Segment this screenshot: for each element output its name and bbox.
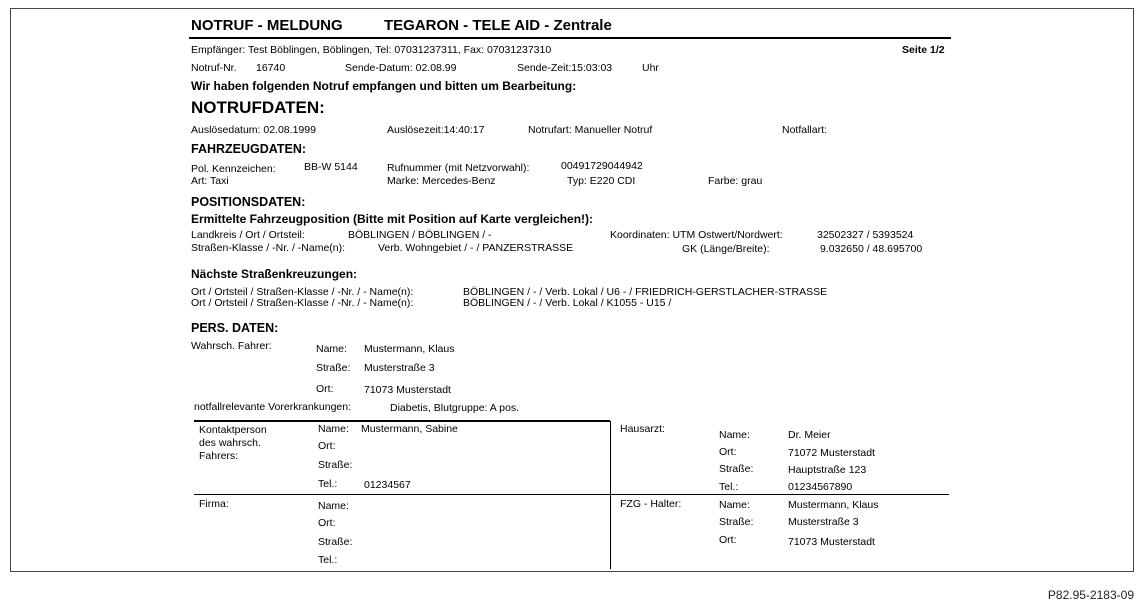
notrufart: Notrufart: Manueller Notruf: [528, 124, 653, 136]
firma-ort-label: Ort:: [318, 517, 336, 529]
positionsdaten-heading: POSITIONSDATEN:: [191, 195, 306, 209]
kreuzung-row-1: BÖBLINGEN / - / Verb. Lokal / U6 - / FRIEDRICH-GERSTLACHER-STRASSE: [463, 286, 828, 298]
table-divider-vertical: [610, 421, 611, 569]
halter-name: Mustermann, Klaus: [788, 499, 879, 511]
firma-strasse-label: Straße:: [318, 536, 353, 548]
kontakt-name: Mustermann, Sabine: [361, 423, 458, 435]
sende-zeit: Sende-Zeit:15:03:03: [517, 62, 613, 74]
fahrer-name: Mustermann, Klaus: [364, 343, 455, 355]
koordinaten-label: Koordinaten: UTM Ostwert/Nordwert:: [610, 229, 783, 241]
marke: Marke: Mercedes-Benz: [387, 175, 496, 187]
fahrer-ort-label: Ort:: [316, 383, 334, 395]
header-rule: [189, 37, 951, 39]
kontakt-tel: 01234567: [364, 479, 411, 491]
ausloesezeit: Auslösezeit:14:40:17: [387, 124, 485, 136]
farbe: Farbe: grau: [708, 175, 763, 187]
fahrer-label: Wahrsch. Fahrer:: [191, 340, 272, 352]
landkreis-label: Landkreis / Ort / Ortsteil:: [191, 229, 305, 241]
kontakt-name-label: Name:: [318, 423, 349, 435]
kreuzung-row-label-1: Ort / Ortsteil / Straßen-Klasse / -Nr. / - Name(n):: [191, 286, 414, 298]
kontakt-tel-label: Tel.:: [318, 478, 338, 490]
firma-tel-label: Tel.:: [318, 554, 338, 566]
pers-daten-heading: PERS. DATEN:: [191, 321, 279, 335]
halter-label: FZG - Halter:: [620, 498, 682, 510]
fahrer-strasse: Musterstraße 3: [364, 362, 435, 374]
fahrer-strasse-label: Straße:: [316, 362, 351, 374]
strassen-klasse-label: Straßen-Klasse / -Nr. / -Name(n):: [191, 242, 346, 254]
firma-name-label: Name:: [318, 500, 349, 512]
doc-title-right: TEGARON - TELE AID - Zentrale: [384, 17, 612, 34]
halter-strasse-label: Straße:: [719, 516, 754, 528]
arzt-tel-label: Tel.:: [719, 481, 739, 493]
koordinaten: 32502327 / 5393524: [817, 229, 914, 241]
kreuzung-row-2: BÖBLINGEN / - / Verb. Lokal / K1055 - U15 /: [463, 297, 672, 309]
fahrzeugdaten-heading: FAHRZEUGDATEN:: [191, 142, 307, 156]
arzt-ort-label: Ort:: [719, 446, 737, 458]
halter-ort: 71073 Musterstadt: [788, 536, 875, 548]
hausarzt-label: Hausarzt:: [620, 423, 665, 435]
halter-name-label: Name:: [719, 499, 750, 511]
fahrer-name-label: Name:: [316, 343, 347, 355]
kontakt-label-line-3: Fahrers:: [199, 450, 239, 462]
strassen-klasse: Verb. Wohngebiet / - / PANZERSTRASSE: [378, 242, 574, 254]
arzt-strasse: Hauptstraße 123: [788, 464, 867, 476]
fahrzeug-art: Art: Taxi: [191, 175, 229, 187]
recipient-line: Empfänger: Test Böblingen, Böblingen, Tel: 07031237311, Fax: 07031237310: [191, 44, 552, 56]
gk: 9.032650 / 48.695700: [820, 243, 923, 255]
typ: Typ: E220 CDI: [567, 175, 636, 187]
arzt-name-label: Name:: [719, 429, 750, 441]
table-rule-top-left: [194, 420, 610, 422]
landkreis: BÖBLINGEN / BÖBLINGEN / -: [348, 229, 492, 241]
kontakt-label-line-1: Kontaktperson: [199, 424, 267, 436]
notrufdaten-heading: NOTRUFDATEN:: [191, 98, 325, 117]
ausloesedatum: Auslösedatum: 02.08.1999: [191, 124, 316, 136]
halter-strasse: Musterstraße 3: [788, 516, 859, 528]
halter-ort-label: Ort:: [719, 534, 737, 546]
sende-datum: Sende-Datum: 02.08.99: [345, 62, 457, 74]
kontakt-label: [199, 424, 267, 463]
kennzeichen: BB-W 5144: [304, 161, 358, 173]
vorerkrankungen: Diabetis, Blutgruppe: A pos.: [390, 402, 519, 414]
table-rule-middle-left: [194, 494, 610, 495]
fahrzeugposition-subheading: Ermittelte Fahrzeugposition (Bitte mit Position auf Karte vergleichen!):: [191, 212, 594, 226]
notruf-nr: 16740: [256, 62, 286, 74]
arzt-name: Dr. Meier: [788, 429, 831, 441]
doc-title-left: NOTRUF - MELDUNG: [191, 17, 343, 34]
firma-label: Firma:: [199, 498, 229, 510]
figure-id: P82.95-2183-09: [1047, 588, 1134, 602]
kreuzungen-heading: Nächste Straßenkreuzungen:: [191, 267, 358, 281]
kontakt-ort-label: Ort:: [318, 440, 336, 452]
arzt-tel: 01234567890: [788, 481, 853, 493]
gk-label: GK (Länge/Breite):: [682, 243, 770, 255]
kennzeichen-label: Pol. Kennzeichen:: [191, 163, 276, 175]
uhr-label: Uhr: [642, 62, 659, 74]
arzt-ort: 71072 Musterstadt: [788, 447, 875, 459]
page-number: Seite 1/2: [902, 44, 945, 56]
arzt-strasse-label: Straße:: [719, 463, 754, 475]
rufnummer: 00491729044942: [561, 160, 643, 172]
vorerkrankungen-label: notfallrelevante Vorerkrankungen:: [194, 401, 352, 413]
kontakt-label-line-2: des wahrsch.: [199, 437, 261, 449]
kreuzung-row-label-2: Ort / Ortsteil / Straßen-Klasse / -Nr. / - Name(n):: [191, 297, 414, 309]
rufnummer-label: Rufnummer (mit Netzvorwahl):: [387, 162, 530, 174]
notruf-nr-label: Notruf-Nr.: [191, 62, 237, 74]
fahrer-ort: 71073 Musterstadt: [364, 384, 451, 396]
table-rule-middle-right: [611, 494, 949, 495]
intro-text: Wir haben folgenden Notruf empfangen und bitten um Bearbeitung:: [191, 79, 577, 93]
kontakt-strasse-label: Straße:: [318, 459, 353, 471]
notfallart: Notfallart:: [782, 124, 827, 136]
